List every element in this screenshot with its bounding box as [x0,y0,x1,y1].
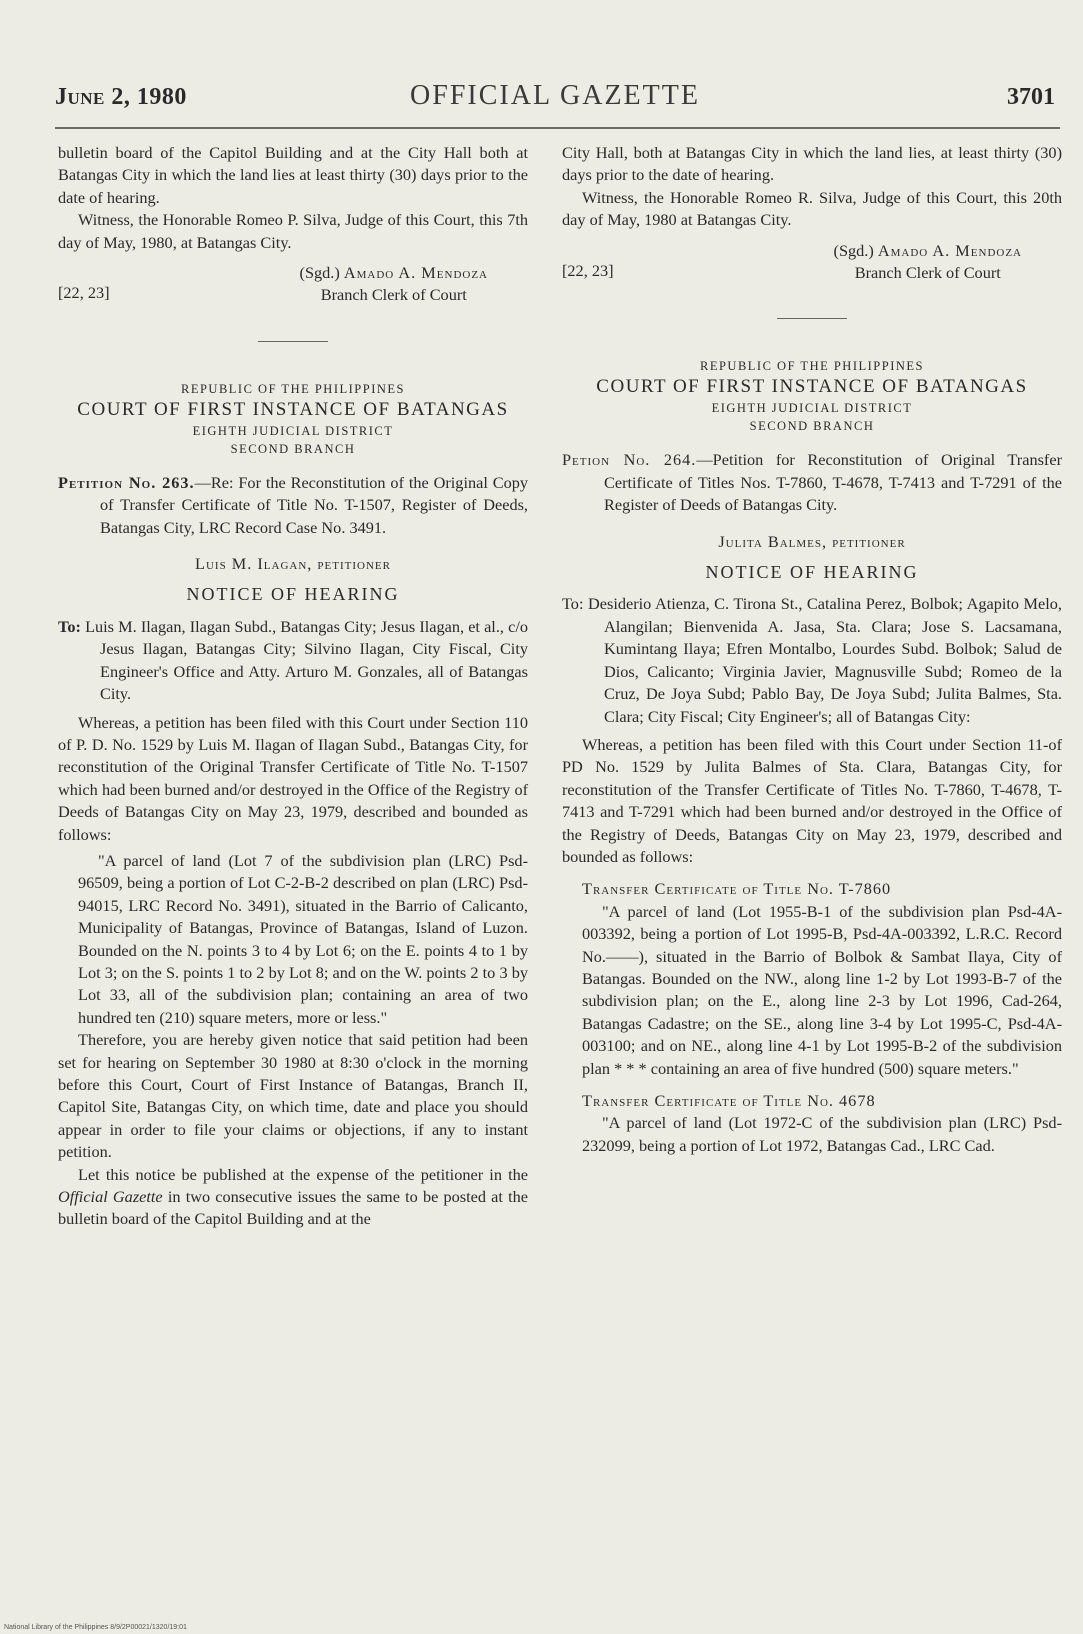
left-court-heading [58,380,528,458]
right-addressees: To: Desiderio Atienza, C. Tirona St., Catalina Perez, Bolbok; Agapito Melo, Alangilan; Bienvenida A. Jasa, Sta. Clara; Jose S. Lacsamana, Kumintang Ilaya; Efren Montalbo, Lourdes Subd. Bolbok; Salud de Dios, Calicanto; Virginia Javier, Magnusville Subd; Romeo de la Cruz, De Joya Subd; Pablo Bay, De Joya Subd; Julita Balmes, Sta. Clara; City Fiscal; City Engineer's; all of Batangas City: [562,594,1062,726]
right-signatory-title: Branch Clerk of Court [854,263,1001,283]
right-whereas: Whereas, a petition has been filed with this Court under Section 11-of PD No. 1529 by Julita Balmes of Sta. Clara, Batangas City, for reconstitution of the Transfer Certificate of Titles No. T-7860, T-4678, T-7413 and T-7291 which had been burned and/or destroyed in the Office of the Registry of Deeds, Batangas City on May 23, 1979, described and bounded as follows: [562,734,1062,866]
left-court-name: COURT OF FIRST INSTANCE OF BATANGAS [77,398,509,420]
left-publication-order: Let this notice be published at the expense of the petitioner in the Official Gazette in two consecutive issues the same to be posted at the bulletin board of the Capitol Building and at the [58,1164,528,1229]
right-tct-2-heading: Transfer Certificate of Title No. 4678 [582,1091,876,1110]
right-tct-1-description: "A parcel of land (Lot 1955-B-1 of the subdivision plan Psd-4A-003392, being a portion of Lot 1995-B, Psd-4A-003392, L.R.C. Record No.——), situated in the Barrio of Bolbok & Sambat Ilaya, City of Batangas. Bounded on the NW., along line 1-2 by Lot 1993-B-7 of the subdivision plan; on the E., along line 2-3 by Lot 1996, Cad-264, Batangas Cadastre; on the SE., along line 3-4 by Lot 1995-C, Psd-4A-003100; and on NE., along line 4-1 by Lot 1995-B-2 of the subdivision plan * * * containing an area of five hundred (500) square meters." [582,901,1062,1078]
right-district: EIGHTH JUDICIAL DISTRICT [711,401,913,416]
right-court-name: COURT OF FIRST INSTANCE OF BATANGAS [596,376,1028,398]
left-petitioner: Luis M. Ilagan, petitioner [195,554,391,574]
left-witness-paragraph: Witness, the Honorable Romeo P. Silva, Judge of this Court, this 7th day of May, 1980, at Batangas City. [58,210,528,252]
right-petitioner: Julita Balmes, petitioner [718,531,906,551]
right-issue-numbers: [22, 23] [562,261,614,281]
header-page-number: 3701 [1007,84,1055,110]
left-parcel-description: "A parcel of land (Lot 7 of the subdivision plan (LRC) Psd-96509, being a portion of Lot C-2-B-2 described on plan (LRC) Psd-94015, LRC Record No. 3491), situated in the Barrio of Calicanto, Municipality of Batangas, Province of Batangas, Island of Luzon. Bounded on the N. points 3 to 4 by Lot 6; on the E. points 4 to 1 by Lot 3; on the S. points 1 to 2 by Lot 8; and on the W. points 2 to 3 by Lot 33, all of the subdivision plan; containing an area of two hundred ten (210) square meters, more or less." [78,850,528,1027]
left-signature [58,262,528,307]
right-notice-title: NOTICE OF HEARING [705,562,919,583]
scan-footer: National Library of the Philippines 8/9/2P00021/1320/19:01 [4,1624,187,1631]
header-date: June 2, 1980 [55,84,187,110]
left-signatory-title: Branch Clerk of Court [320,285,467,305]
right-column [562,142,1062,1157]
left-sgd: (Sgd.) [299,263,340,283]
right-witness-paragraph: Witness, the Honorable Romeo R. Silva, Judge of this Court, this 20th day of May, 1980 at Batangas City. [562,187,1062,230]
page-header [55,78,1055,118]
left-signatory-name: Amado A. Mendoza [343,263,488,283]
left-continuation-paragraph: bulletin board of the Capitol Building and at the City Hall both at Batangas City in which the land lies at least thirty (30) days prior to the date of hearing. [58,143,528,207]
right-republic: REPUBLIC OF THE PHILIPPINES [700,359,924,374]
left-column [58,142,528,1231]
left-branch: SECOND BRANCH [230,441,356,456]
right-tct-1-heading: Transfer Certificate of Title No. T-7860 [582,879,892,899]
left-divider [258,341,328,342]
left-district: EIGHTH JUDICIAL DISTRICT [192,423,394,438]
right-signatory-name: Amado A. Mendoza [877,240,1022,260]
right-court-heading [562,357,1062,435]
right-signature [562,240,1062,285]
left-addressees: To: Luis M. Ilagan, Ilagan Subd., Batangas City; Jesus Ilagan, et al., c/o Jesus Ilagan, Batangas City; Silvino Ilagan, City Fiscal, City Engineer's Office and Atty. Arturo M. Gonzales, all of Batangas City. [58,616,528,704]
header-title: OFFICIAL GAZETTE [410,80,700,111]
left-whereas: Whereas, a petition has been filed with this Court under Section 110 of P. D. No. 1529 by Luis M. Ilagan of Ilagan Subd., Batangas City, for reconstitution of the Original Transfer Certificate of Title No. T-1507 which had been burned and/or destroyed in the Office of the Registry of Deeds of Batangas City on May 23, 1979, described and bounded as follows: [58,712,528,844]
left-issue-numbers: [22, 23] [58,283,110,303]
right-sgd: (Sgd.) [833,240,874,260]
left-gazette-name: Official Gazette [58,1187,163,1207]
left-therefore: Therefore, you are hereby given notice that said petition had been set for hearing on September 30 1980 at 8:30 o'clock in the morning before this Court, Court of First Instance of Batangas, Branch II, Capitol Site, Batangas City, on which time, date and place you should appear in order to file your claims or objections, if any to instant petition. [58,1030,528,1162]
header-rule [55,127,1060,129]
right-continuation-paragraph: City Hall, both at Batangas City in which the land lies, at least thirty (30) days prior to the date of hearing. [562,143,1062,185]
right-tct-2-description: "A parcel of land (Lot 1972-C of the subdivision plan (LRC) Psd-232099, being a portion of Lot 1972, Batangas Cad., LRC Cad. [582,1113,1062,1155]
right-divider [777,318,847,319]
left-notice-title: NOTICE OF HEARING [186,584,400,605]
right-branch: SECOND BRANCH [749,419,875,434]
left-republic: REPUBLIC OF THE PHILIPPINES [181,381,405,396]
left-petition: Petition No. 263.—Re: For the Reconstitution of the Original Copy of Transfer Certificate of Title No. T-1507, Register of Deeds, Batangas City, LRC Record Case No. 3491. [58,472,528,537]
right-petition: Petion No. 264.—Petition for Reconstitution of Original Transfer Certificate of Titles Nos. T-7860, T-4678, T-7413 and T-7291 of the Register of Deeds of Batangas City. [562,450,1062,515]
